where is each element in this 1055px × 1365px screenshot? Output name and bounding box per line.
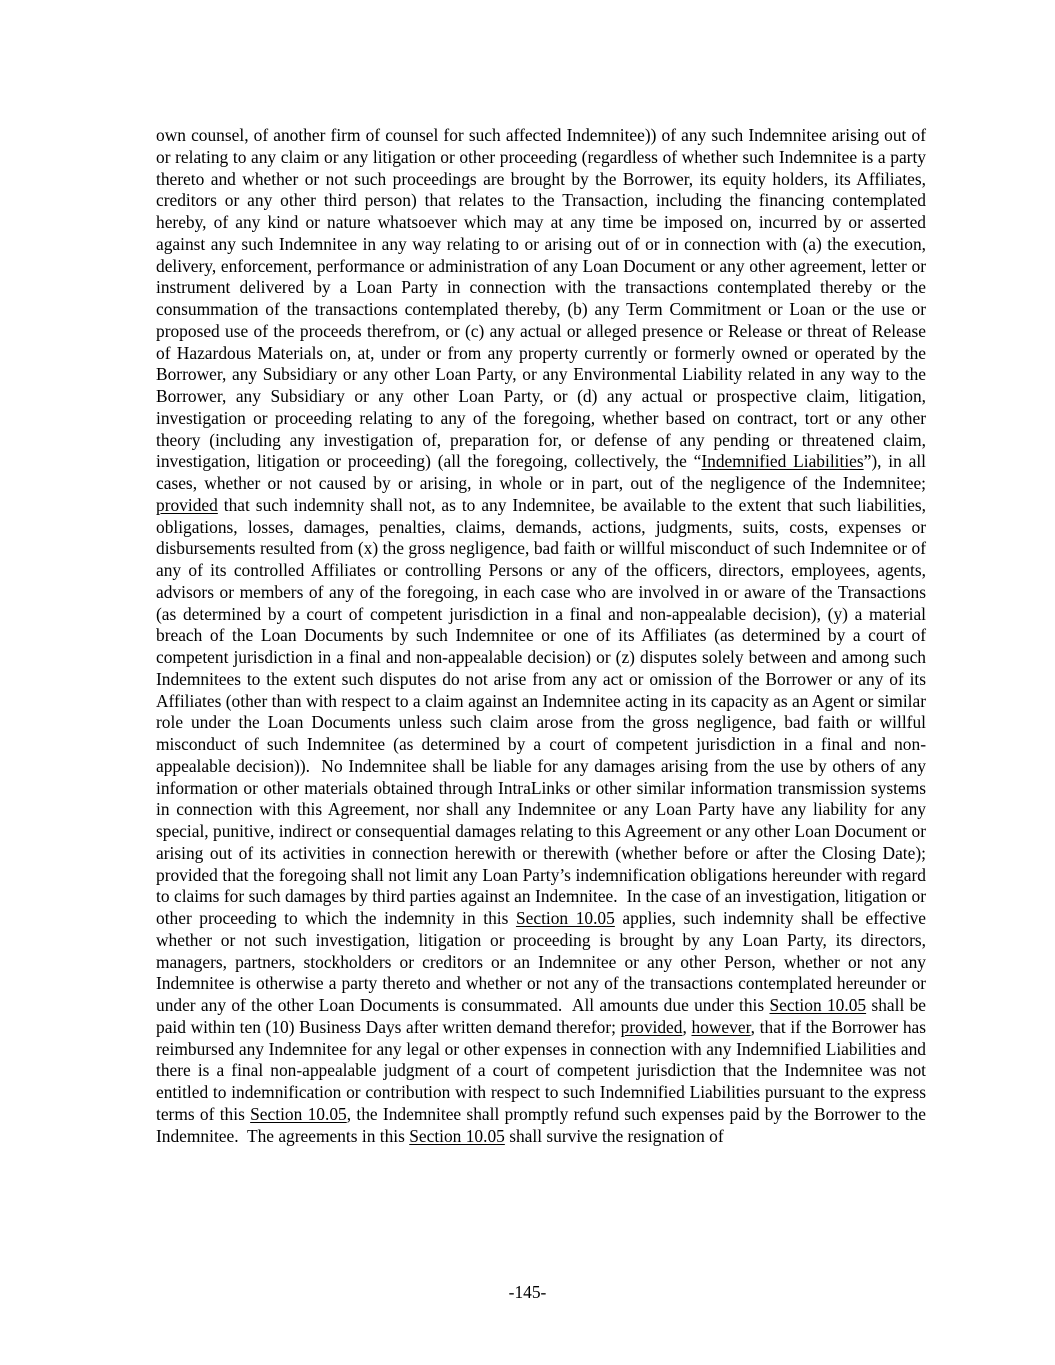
section-reference: Section 10.05 [250,1103,347,1124]
underlined-term-however: however [691,1016,751,1037]
paragraph-text: own counsel, of another firm of counsel for such affected Indemnitee)) of any such Indemnitee arising out of or relating to any claim or any litigation or other proceeding (regardless of whether such Indemnitee is a party thereto and whether or not such proceedings are brought by the Borrower, its equity holders, its Affiliates, creditors or any other third person) that relates to the Transaction, including the financing contemplated hereby, of any kind or nature whatsoever which may at any time be imposed on, incurred by or asserted against any such Indemnitee in any way relating to or arising out of or in connection with (a) the execution, delivery, enforcement, performance or administration of any Loan Document or any other agreement, letter or instrument delivered by a Loan Party in connection with the transactions contemplated thereby or the consummation of the transactions contemplated thereby, (b) any Term Commitment or Loan or the use or proposed use of the proceeds therefrom, or (c) any actual or alleged presence or Release or threat of Release of Hazardous Materials on, at, under or from any property currently or formerly owned or operated by the Borrower, any Subsidiary or any other Loan Party, or any Environmental Liability related in any way to the Borrower, any Subsidiary or any other Loan Party, or (d) any actual or prospective claim, litigation, investigation or proceeding relating to any of the foregoing, whether based on contract, tort or any other theory (including any investigation of, preparation for, or defense of any pending or threatened claim, investigation, litigation or proceeding) (all the foregoing, collectively, the “ [156,125,926,472]
section-reference: Section 10.05 [769,995,867,1015]
page-number: -145- [508,1282,547,1302]
paragraph-text: , the Indemnitee shall promptly refund such expenses paid by the Borrower to the Indemnitee. The agreements in this [156,1103,927,1146]
underlined-term-provided: provided [156,494,218,515]
paragraph-text: that such indemnity shall not, as to any Indemnitee, be available to the extent that such liabilities, obligations, losses, damages, penalties, claims, demands, actions, judgments, suits, costs, expenses or disbursements resulted from (x) the gross negligence, bad faith or willful misconduct of such Indemnitee or of any of its controlled Affiliates or controlling Persons or any of the officers, directors, employees, agents, advisors or members of any of the foregoing, in each case who are involved in or aware of the Transactions (as determined by a court of competent jurisdiction in a final and non-appealable decision), (y) a material breach of the Loan Documents by such Indemnitee or one of its Affiliates (as determined by a court of competent jurisdiction in a final and non-appealable decision) or (z) disputes solely between and among such Indemnitees to the extent such disputes do not arise from any act or omission of the Borrower or any of its Affiliates (other than with respect to a claim against an Indemnitee acting in its capacity as an Agent or similar role under the Loan Documents unless such claim arose from the gross negligence, bad faith or willful misconduct of such Indemnitee (as determined by a court of competent jurisdiction in a final and non-appealable decision)). No Indemnitee shall be liable for any damages arising from the use by others of any information or other materials obtained through IntraLinks or other similar information transmission systems in connection with this Agreement, nor shall any Indemnitee or any Loan Party have any liability for any special, punitive, indirect or consequential damages relating to this Agreement or any other Loan Document or arising out of its activities in connection herewith or therewith (whether before or after the Closing Date); provided that the foregoing shall not limit any Loan Party’s indemnification obligations hereunder with regard to claims for such damages by third parties against an Indemnitee. In the case of an investigation, litigation or other proceeding to which the indemnity in this [156,494,926,928]
underlined-term-provided: provided [620,1016,683,1037]
section-reference: Section 10.05 [515,908,615,928]
body-paragraph [156,125,926,1147]
section-reference: Section 10.05 [409,1125,505,1146]
paragraph-text: , that if the Borrower has reimbursed any Indemnitee for any legal or other expenses in connection with any Indemnified Liabilities and there is a final non-appealable judgment of a court of competent jurisdiction that the Indemnitee was not entitled to indemnification or contribution with respect to such Indemnified Liabilities pursuant to the express terms of this [156,1016,927,1124]
paragraph-text: applies, such indemnity shall be effective whether or not such investigation, litigation or proceeding is brought by any Loan Party, its directors, managers, partners, stockholders or creditors or an Indemnitee or any other Person, whether or not any Indemnitee is otherwise a party thereto and whether or not any of the transactions contemplated hereunder or under any of the other Loan Documents is consummated. All amounts due under this [156,908,926,1015]
paragraph-text: , [682,1016,692,1037]
paragraph-text: shall be paid within ten (10) Business Days after written demand therefor; [156,995,927,1037]
defined-term-indemnified-liabilities: Indemnified Liabilities [701,451,864,472]
paragraph-text: ”), in all cases, whether or not caused by or arising, in whole or in part, out of the negligence of the Indemnitee; [156,451,927,493]
paragraph-text: shall survive the resignation of [504,1125,724,1146]
